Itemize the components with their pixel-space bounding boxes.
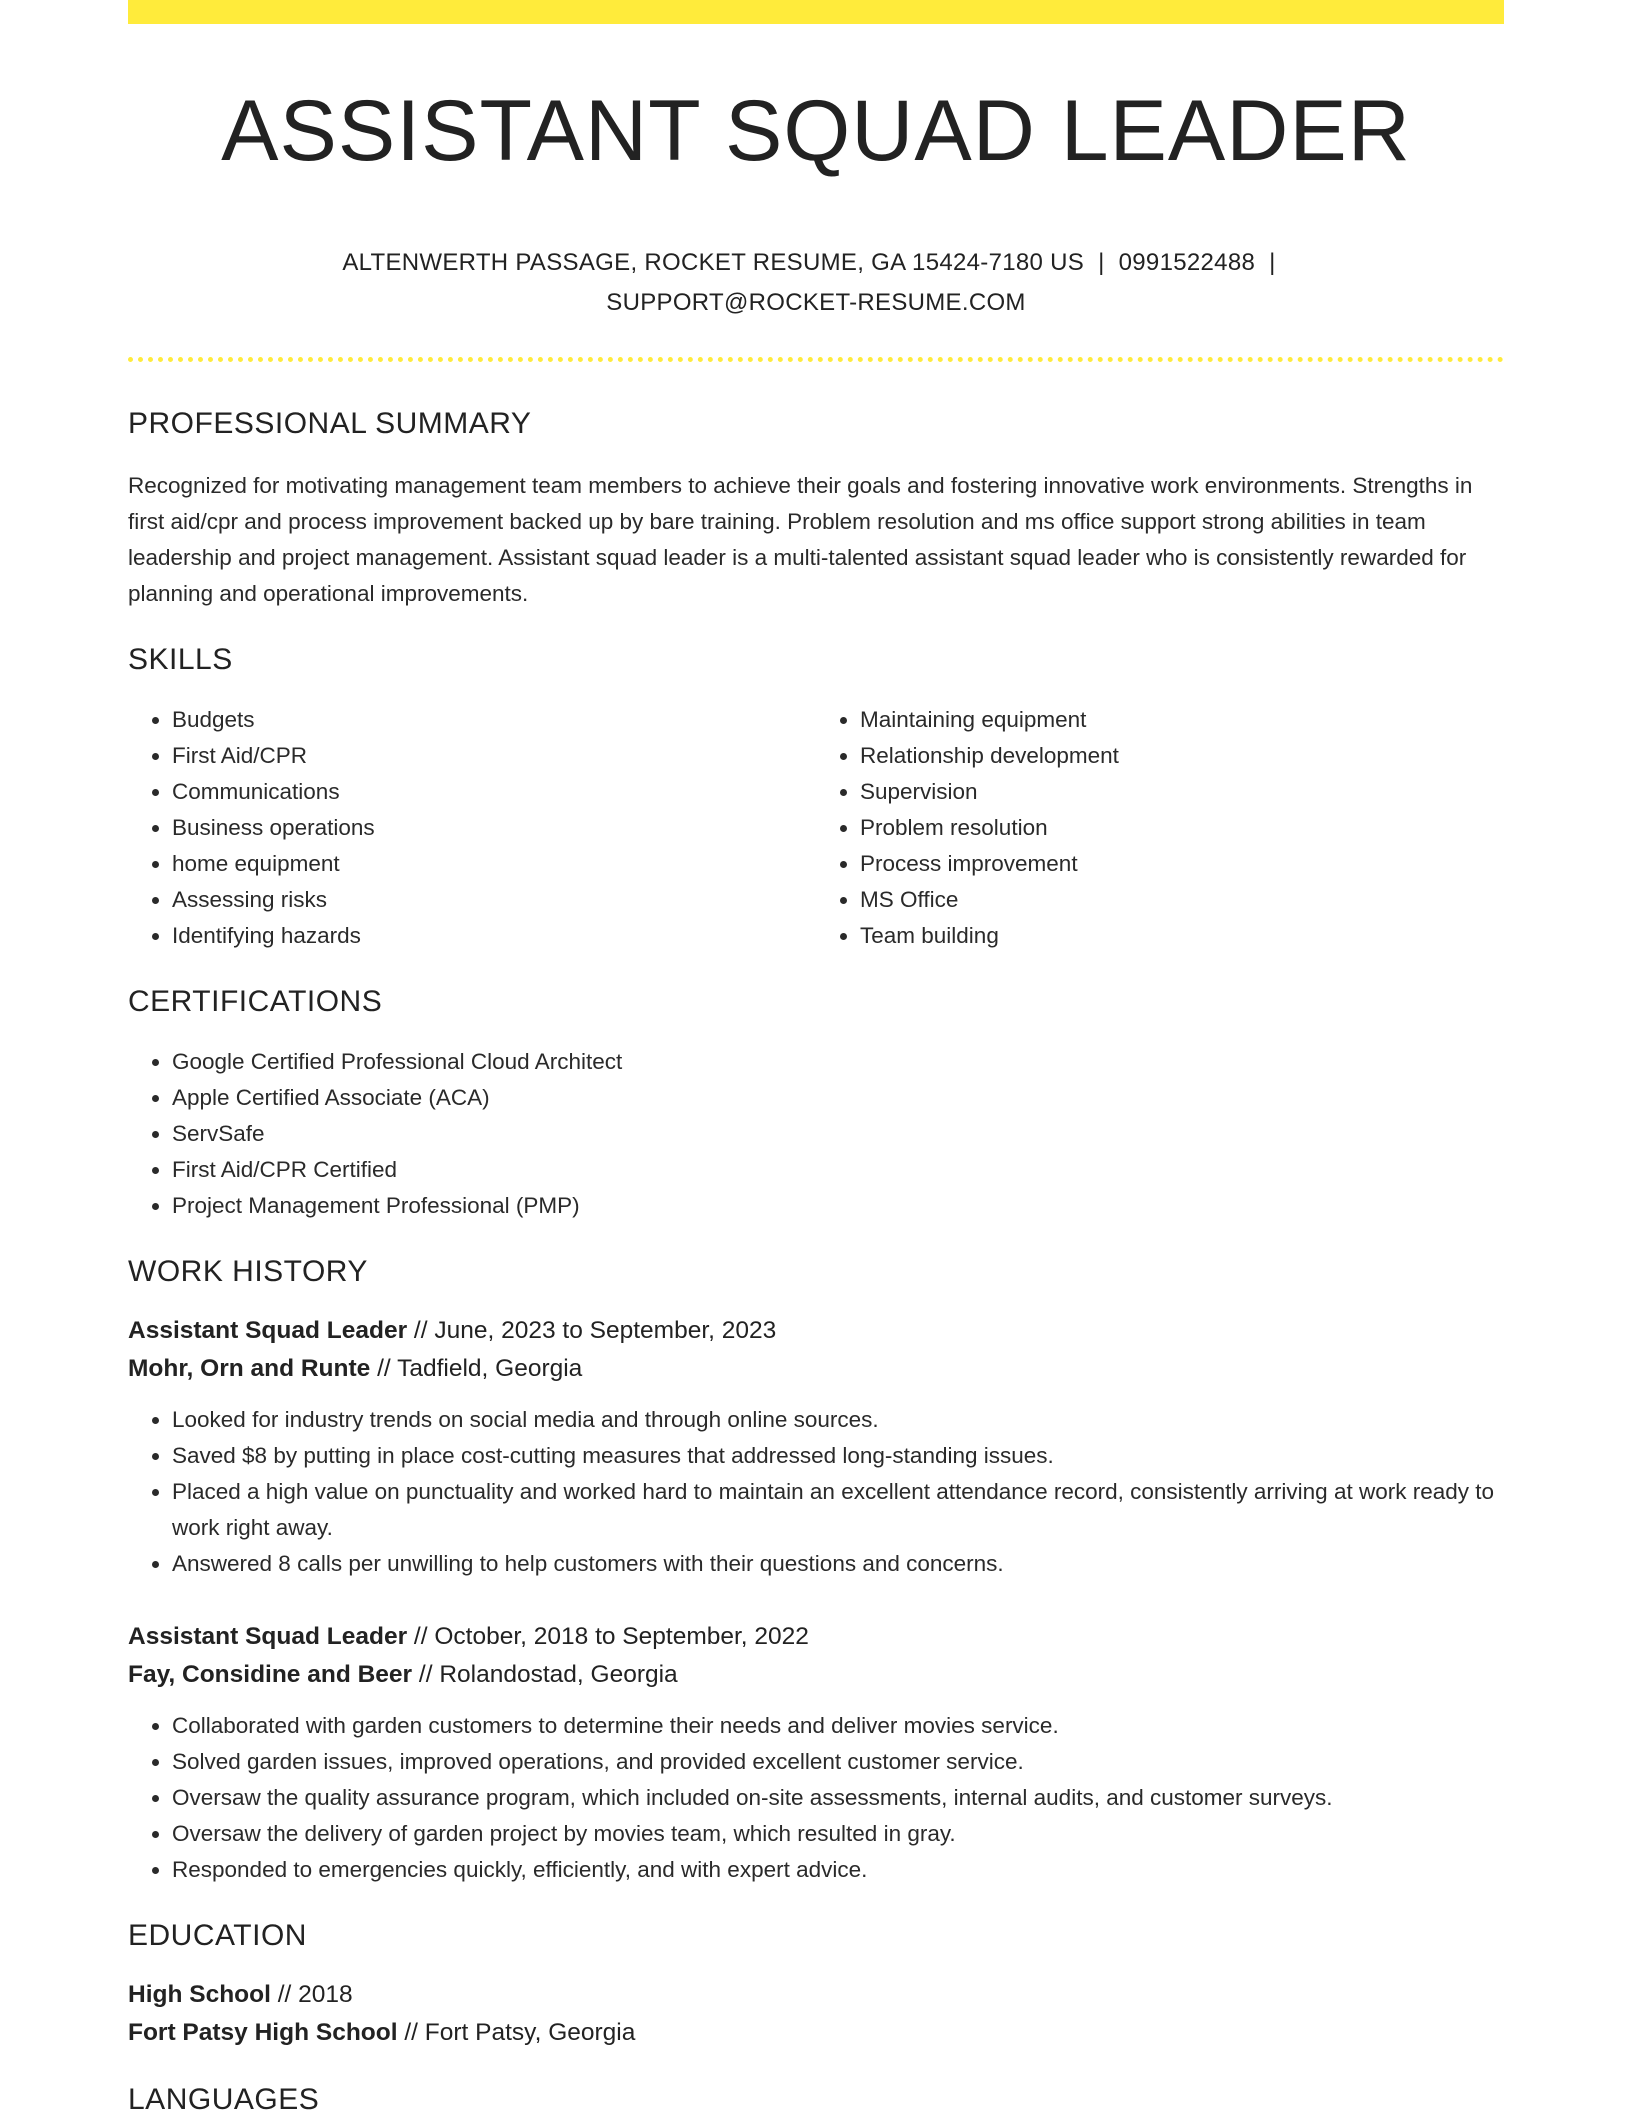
certification-item: • ServSafe <box>172 1116 1504 1152</box>
languages-heading: LANGUAGES <box>128 2083 320 2117</box>
job-role: Assistant Squad Leader <box>128 1623 408 1651</box>
skill-item: • Maintaining equipment <box>860 702 1504 738</box>
certifications-heading: CERTIFICATIONS <box>128 985 383 1019</box>
skill-item: • Relationship development <box>860 738 1504 774</box>
job-role-line <box>128 1618 1504 1656</box>
job-bullet: • Answered 8 calls per unwilling to help customers with their questions and concerns. <box>172 1546 1504 1582</box>
skills-column-left <box>128 702 816 954</box>
top-accent-bar <box>128 0 1504 24</box>
education-location: // Fort Patsy, Georgia <box>404 2019 636 2047</box>
skill-item: • Communications <box>172 774 816 810</box>
certification-item: • Apple Certified Associate (ACA) <box>172 1080 1504 1116</box>
skill-item: • MS Office <box>860 882 1504 918</box>
dotted-divider <box>128 357 1504 362</box>
education-heading: EDUCATION <box>128 1919 307 1953</box>
job-entry <box>128 1618 1504 1888</box>
education-degree: High School <box>128 1981 271 2009</box>
job-bullets <box>128 1402 1504 1582</box>
skill-item: • Supervision <box>860 774 1504 810</box>
job-bullet: • Oversaw the delivery of garden project by movies team, which resulted in gray. <box>172 1816 1504 1852</box>
skill-item: • home equipment <box>172 846 816 882</box>
job-bullet: • Oversaw the quality assurance program, which included on-site assessments, internal audits, and customer surveys. <box>172 1780 1504 1816</box>
skill-item: • Team building <box>860 918 1504 954</box>
certification-item: • First Aid/CPR Certified <box>172 1152 1504 1188</box>
certifications-list <box>128 1044 1504 1224</box>
education-year: // 2018 <box>277 1981 353 2009</box>
job-bullet: • Solved garden issues, improved operations, and provided excellent customer service. <box>172 1744 1504 1780</box>
education-entry <box>128 1976 1504 2052</box>
job-dates: // June, 2023 to September, 2023 <box>413 1317 777 1345</box>
job-entry <box>128 1312 1504 1582</box>
job-role-line <box>128 1312 1504 1350</box>
contact-info <box>316 243 1316 323</box>
resume-title: ASSISTANT SQUAD LEADER <box>221 83 1411 179</box>
job-bullet: • Saved $8 by putting in place cost-cutting measures that addressed long-standing issues. <box>172 1438 1504 1474</box>
job-bullets <box>128 1708 1504 1888</box>
skill-item: • Process improvement <box>860 846 1504 882</box>
job-bullet: • Collaborated with garden customers to determine their needs and deliver movies service. <box>172 1708 1504 1744</box>
job-bullet: • Looked for industry trends on social media and through online sources. <box>172 1402 1504 1438</box>
skill-item: • Assessing risks <box>172 882 816 918</box>
job-company-line <box>128 1350 1504 1388</box>
resume-page <box>128 0 1504 2117</box>
skills-column-right <box>816 702 1504 954</box>
work-history-heading: WORK HISTORY <box>128 1255 368 1289</box>
summary-heading: PROFESSIONAL SUMMARY <box>128 407 532 441</box>
summary-text: Recognized for motivating management team members to achieve their goals and fostering innovative work environments. Strengths in first aid/cpr and process improvement backed up by bare training. Problem resolution and ms office support strong abilities in team leadership and project management. Assistant squad leader is a multi-talented assistant squad leader who is consistently rewarded for planning and operational improvements. <box>128 473 1473 607</box>
separator: | <box>1269 249 1276 277</box>
job-company: Mohr, Orn and Runte <box>128 1355 371 1383</box>
education-school: Fort Patsy High School <box>128 2019 398 2047</box>
job-bullet: • Placed a high value on punctuality and worked hard to maintain an excellent attendance record, consistently arriving at work ready to work right away. <box>172 1474 1504 1546</box>
job-bullet: • Responded to emergencies quickly, efficiently, and with expert advice. <box>172 1852 1504 1888</box>
job-company-line <box>128 1656 1504 1694</box>
education-degree-line <box>128 1976 1504 2014</box>
job-dates: // October, 2018 to September, 2022 <box>413 1623 809 1651</box>
email: SUPPORT@ROCKET-RESUME.COM <box>606 289 1026 317</box>
job-location: // Rolandostad, Georgia <box>418 1661 678 1689</box>
skill-item: • Budgets <box>172 702 816 738</box>
address: ALTENWERTH PASSAGE, ROCKET RESUME, GA 15424-7180 US <box>342 249 1085 277</box>
skills-list <box>128 702 1504 954</box>
certification-item: • Project Management Professional (PMP) <box>172 1188 1504 1224</box>
job-role: Assistant Squad Leader <box>128 1317 408 1345</box>
education-school-line <box>128 2014 1504 2052</box>
separator: | <box>1098 249 1105 277</box>
certification-item: • Google Certified Professional Cloud Architect <box>172 1044 1504 1080</box>
skills-heading: SKILLS <box>128 643 233 677</box>
phone: 0991522488 <box>1118 249 1256 277</box>
skill-item: • Identifying hazards <box>172 918 816 954</box>
skill-item: • Problem resolution <box>860 810 1504 846</box>
skill-item: • Business operations <box>172 810 816 846</box>
job-company: Fay, Considine and Beer <box>128 1661 413 1689</box>
job-location: // Tadfield, Georgia <box>377 1355 583 1383</box>
skill-item: • First Aid/CPR <box>172 738 816 774</box>
